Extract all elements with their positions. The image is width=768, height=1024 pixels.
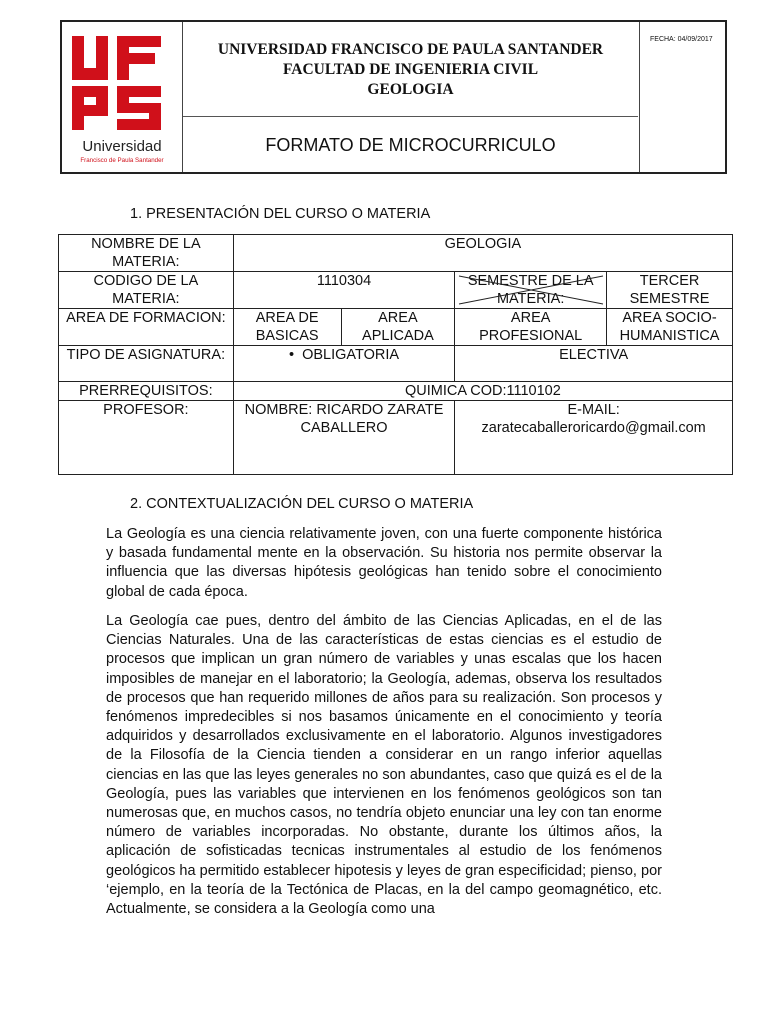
course-code-label: CODIGO DE LA MATERIA: (59, 272, 234, 309)
ufps-logo-icon (62, 22, 182, 172)
prereq-value: QUIMICA COD:1110102 (233, 382, 732, 401)
semester-label-text: SEMESTRE DE LA MATERIA: (467, 273, 594, 307)
prereq-label: PRERREQUISITOS: (59, 382, 234, 401)
type-label: TIPO DE ASIGNATURA: (59, 346, 234, 382)
type-mandatory (233, 346, 455, 382)
header-center (183, 22, 638, 172)
institution-block (183, 22, 638, 117)
type-elective: ELECTIVA (455, 346, 733, 382)
bullet-icon: • (288, 347, 303, 363)
semester-label (455, 272, 607, 309)
professor-label: PROFESOR: (59, 401, 234, 475)
strike-mark-icon (455, 272, 607, 308)
professor-name: NOMBRE: RICARDO ZARATE CABALLERO (233, 401, 455, 475)
paragraph-1 (106, 525, 662, 602)
course-code-value: 1110304 (233, 272, 455, 309)
paragraph-1-text: La Geología es una ciencia relativamente joven, con una fuerte componente histórica y basada fundamental mente en la observación. Su historia nos permite observar la influencia que las diversas hipótesis geológicas han tenido sobre el conocimiento global de cada época. (106, 526, 662, 600)
program-name: GEOLOGIA (367, 81, 454, 98)
section-1-heading: 1. PRESENTACIÓN DEL CURSO O MATERIA (130, 206, 431, 222)
course-name-label: NOMBRE DE LA MATERIA: (59, 235, 234, 272)
course-info-table (58, 234, 733, 475)
email-value: zaratecaballeroricardo@gmail.com (481, 420, 706, 436)
logo-sub-text: Francisco de Paula Santander (80, 157, 164, 164)
university-name: UNIVERSIDAD FRANCISCO DE PAULA SANTANDER (217, 41, 604, 58)
area-basicas: AREA DE BASICAS (233, 309, 341, 346)
table-row (59, 346, 733, 382)
table-row (59, 272, 733, 309)
document-header (60, 20, 727, 174)
professor-email-cell (455, 401, 733, 475)
area-label: AREA DE FORMACION: (59, 309, 234, 346)
area-profesional: AREA PROFESIONAL (455, 309, 607, 346)
area-socio-humanistica: AREA SOCIO-HUMANISTICA (607, 309, 733, 346)
table-row (59, 401, 733, 475)
logo-name-text: Universidad (82, 138, 162, 155)
table-row (59, 309, 733, 346)
email-label: E-MAIL: (567, 402, 620, 418)
faculty-name: FACULTAD DE INGENIERIA CIVIL (282, 61, 539, 78)
format-title: FORMATO DE MICROCURRICULO (265, 135, 556, 155)
course-name-value: GEOLOGIA (233, 235, 732, 272)
university-logo (62, 22, 183, 172)
table-row (59, 235, 733, 272)
document-date: FECHA: 04/09/2017 (639, 22, 725, 172)
semester-value: TERCER SEMESTRE (607, 272, 733, 309)
paragraph-2 (106, 612, 662, 919)
paragraph-2-text: La Geología cae pues, dentro del ámbito de las Ciencias Aplicadas, en el de las Ciencias Naturales. Una de las características de estas ciencias es el estudio de procesos que implican un gran número de variables y unas escalas que los hacen imposibles de manejar en el laboratorio; la Geología, ademas, observa los resultados de procesos que han requerido millones de años para su realización. Son procesos y fenómenos impredecibles si nos basamos únicamente en el conocimiento y teoría adquiridos y desarrollados exclusivamente en el laboratorio. Algunos investigadores de la Filosofía de la Ciencia tienden a considerar en un rango inferior aquellas ciencias en las que las leyes generales no son abundantes, caso que quizá es el de la Geología, pues las variables que intervienen en los fenómenos geológicos son tan numerosas que, en muchos casos, no tendría objeto enunciar una ley con tan enorme número de variables incorporadas. No obstante, durante los últimos años, la aplicación de sofisticadas tecnicas instrumentales al estudio de los fenómenos geológicos ha permitido establecer hipotesis y leyes de gran especificidad; pienso, por ‘ejemplo, en la teoría de la Tectónica de Placas, en la del campo geomagnético, etc. Actualmente, se considera a la Geología como una (106, 613, 662, 918)
table-row (59, 382, 733, 401)
area-aplicada: AREA APLICADA (341, 309, 455, 346)
section-2-heading: 2. CONTEXTUALIZACIÓN DEL CURSO O MATERIA (130, 496, 474, 512)
type-mandatory-text: OBLIGATORIA (302, 347, 400, 363)
